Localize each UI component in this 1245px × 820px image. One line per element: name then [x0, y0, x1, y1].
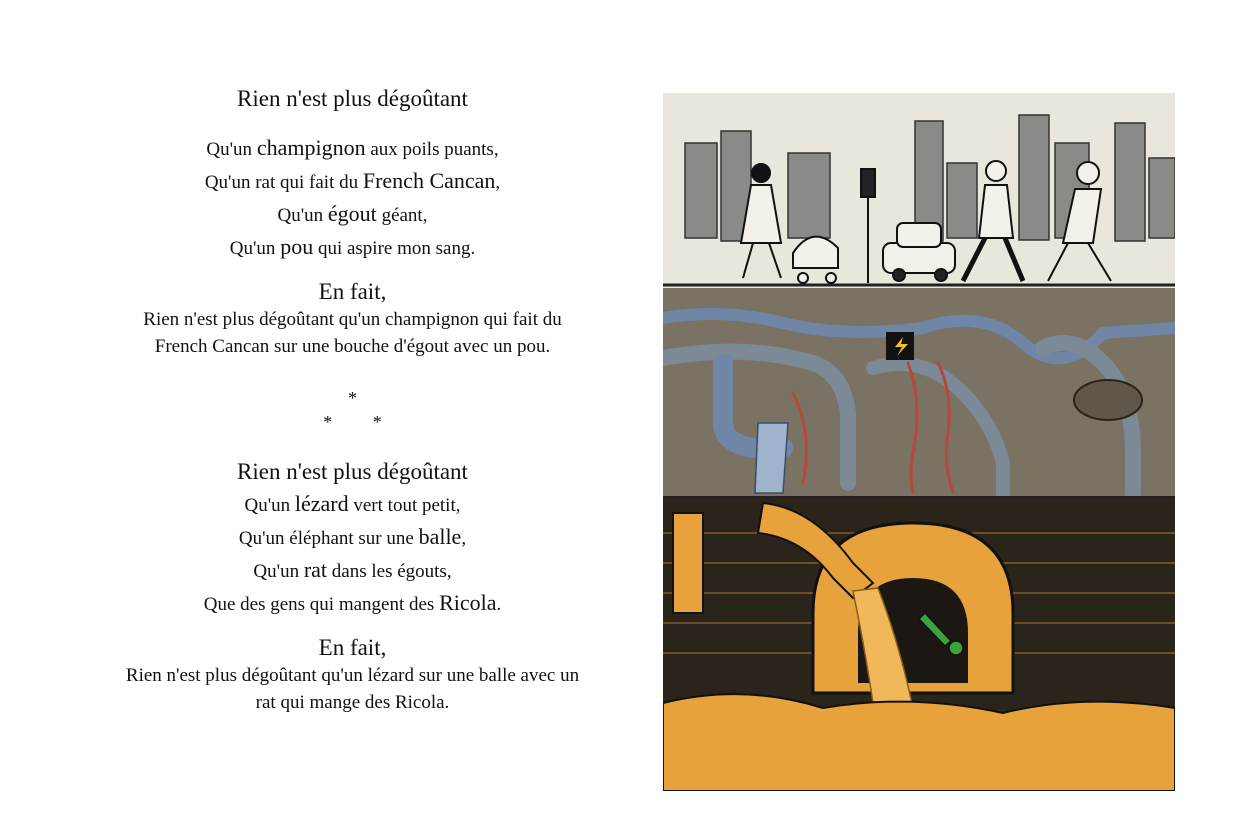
highlighted-word: champignon: [256, 135, 366, 160]
sewer-illustration: [663, 93, 1175, 791]
stanza1-conclusion-line1: Rien n'est plus dégoûtant qu'un champignon qui fait du: [143, 309, 562, 330]
line-segment: Qu'un rat qui fait du: [204, 172, 363, 193]
burrowing-animal: [1074, 380, 1142, 420]
stanza1-conclusion-line2: French Cancan sur une bouche d'égout avec un pou.: [154, 336, 551, 357]
stanza2-conclusion-line2: rat qui mange des Ricola.: [255, 692, 450, 713]
separator-star: *: [372, 412, 382, 432]
stanza2-line: [80, 521, 625, 554]
highlighted-word: French Cancan: [362, 168, 496, 193]
highlighted-word: pou: [280, 234, 314, 259]
line-segment: aux poils puants,: [365, 139, 499, 160]
stanza1-line: [80, 231, 625, 264]
line-segment: Qu'un: [277, 205, 328, 226]
highlighted-word: rat: [303, 557, 328, 582]
line-segment: Que des gens qui mangent des: [203, 594, 440, 615]
highlighted-word: égout: [327, 201, 377, 226]
electric-box: [887, 333, 913, 359]
line-segment: ,: [461, 528, 467, 549]
poem: [80, 82, 625, 716]
highlighted-word: lézard: [294, 491, 349, 516]
line-segment: qui aspire mon sang.: [313, 238, 476, 259]
sewage-floor: [663, 694, 1175, 791]
line-segment: dans les égouts,: [327, 561, 452, 582]
stanza1-line: [80, 198, 625, 231]
stanza2-en-fait: En fait,: [318, 635, 387, 660]
line-segment: géant,: [376, 205, 428, 226]
line-segment: Qu'un éléphant sur une: [238, 528, 419, 549]
stanza2-line: [80, 554, 625, 587]
stanza1-title: Rien n'est plus dégoûtant: [237, 86, 468, 111]
stanza1-line: [80, 132, 625, 165]
line-segment: Qu'un: [253, 561, 304, 582]
stanza2-title: Rien n'est plus dégoûtant: [237, 459, 468, 484]
line-segment: Qu'un: [229, 238, 281, 259]
line-segment: .: [496, 594, 502, 615]
stanza2-line: [80, 587, 625, 620]
highlighted-word: Ricola: [439, 590, 497, 615]
line-segment: Qu'un: [206, 139, 257, 160]
stanza2-conclusion-line1: Rien n'est plus dégoûtant qu'un lézard sur une balle avec un: [125, 665, 580, 686]
separator-star: *: [323, 412, 333, 432]
line-segment: Qu'un: [244, 495, 295, 516]
stanza1-en-fait: En fait,: [318, 279, 387, 304]
star-separator: [80, 386, 625, 434]
stanza1-line: [80, 165, 625, 198]
highlighted-word: balle: [418, 524, 462, 549]
stanza2-line: [80, 488, 625, 521]
water-waterfall: [755, 423, 788, 493]
sewer-pipe-left: [673, 513, 703, 613]
line-segment: vert tout petit,: [348, 495, 461, 516]
line-segment: ,: [495, 172, 501, 193]
separator-star: *: [348, 388, 357, 408]
